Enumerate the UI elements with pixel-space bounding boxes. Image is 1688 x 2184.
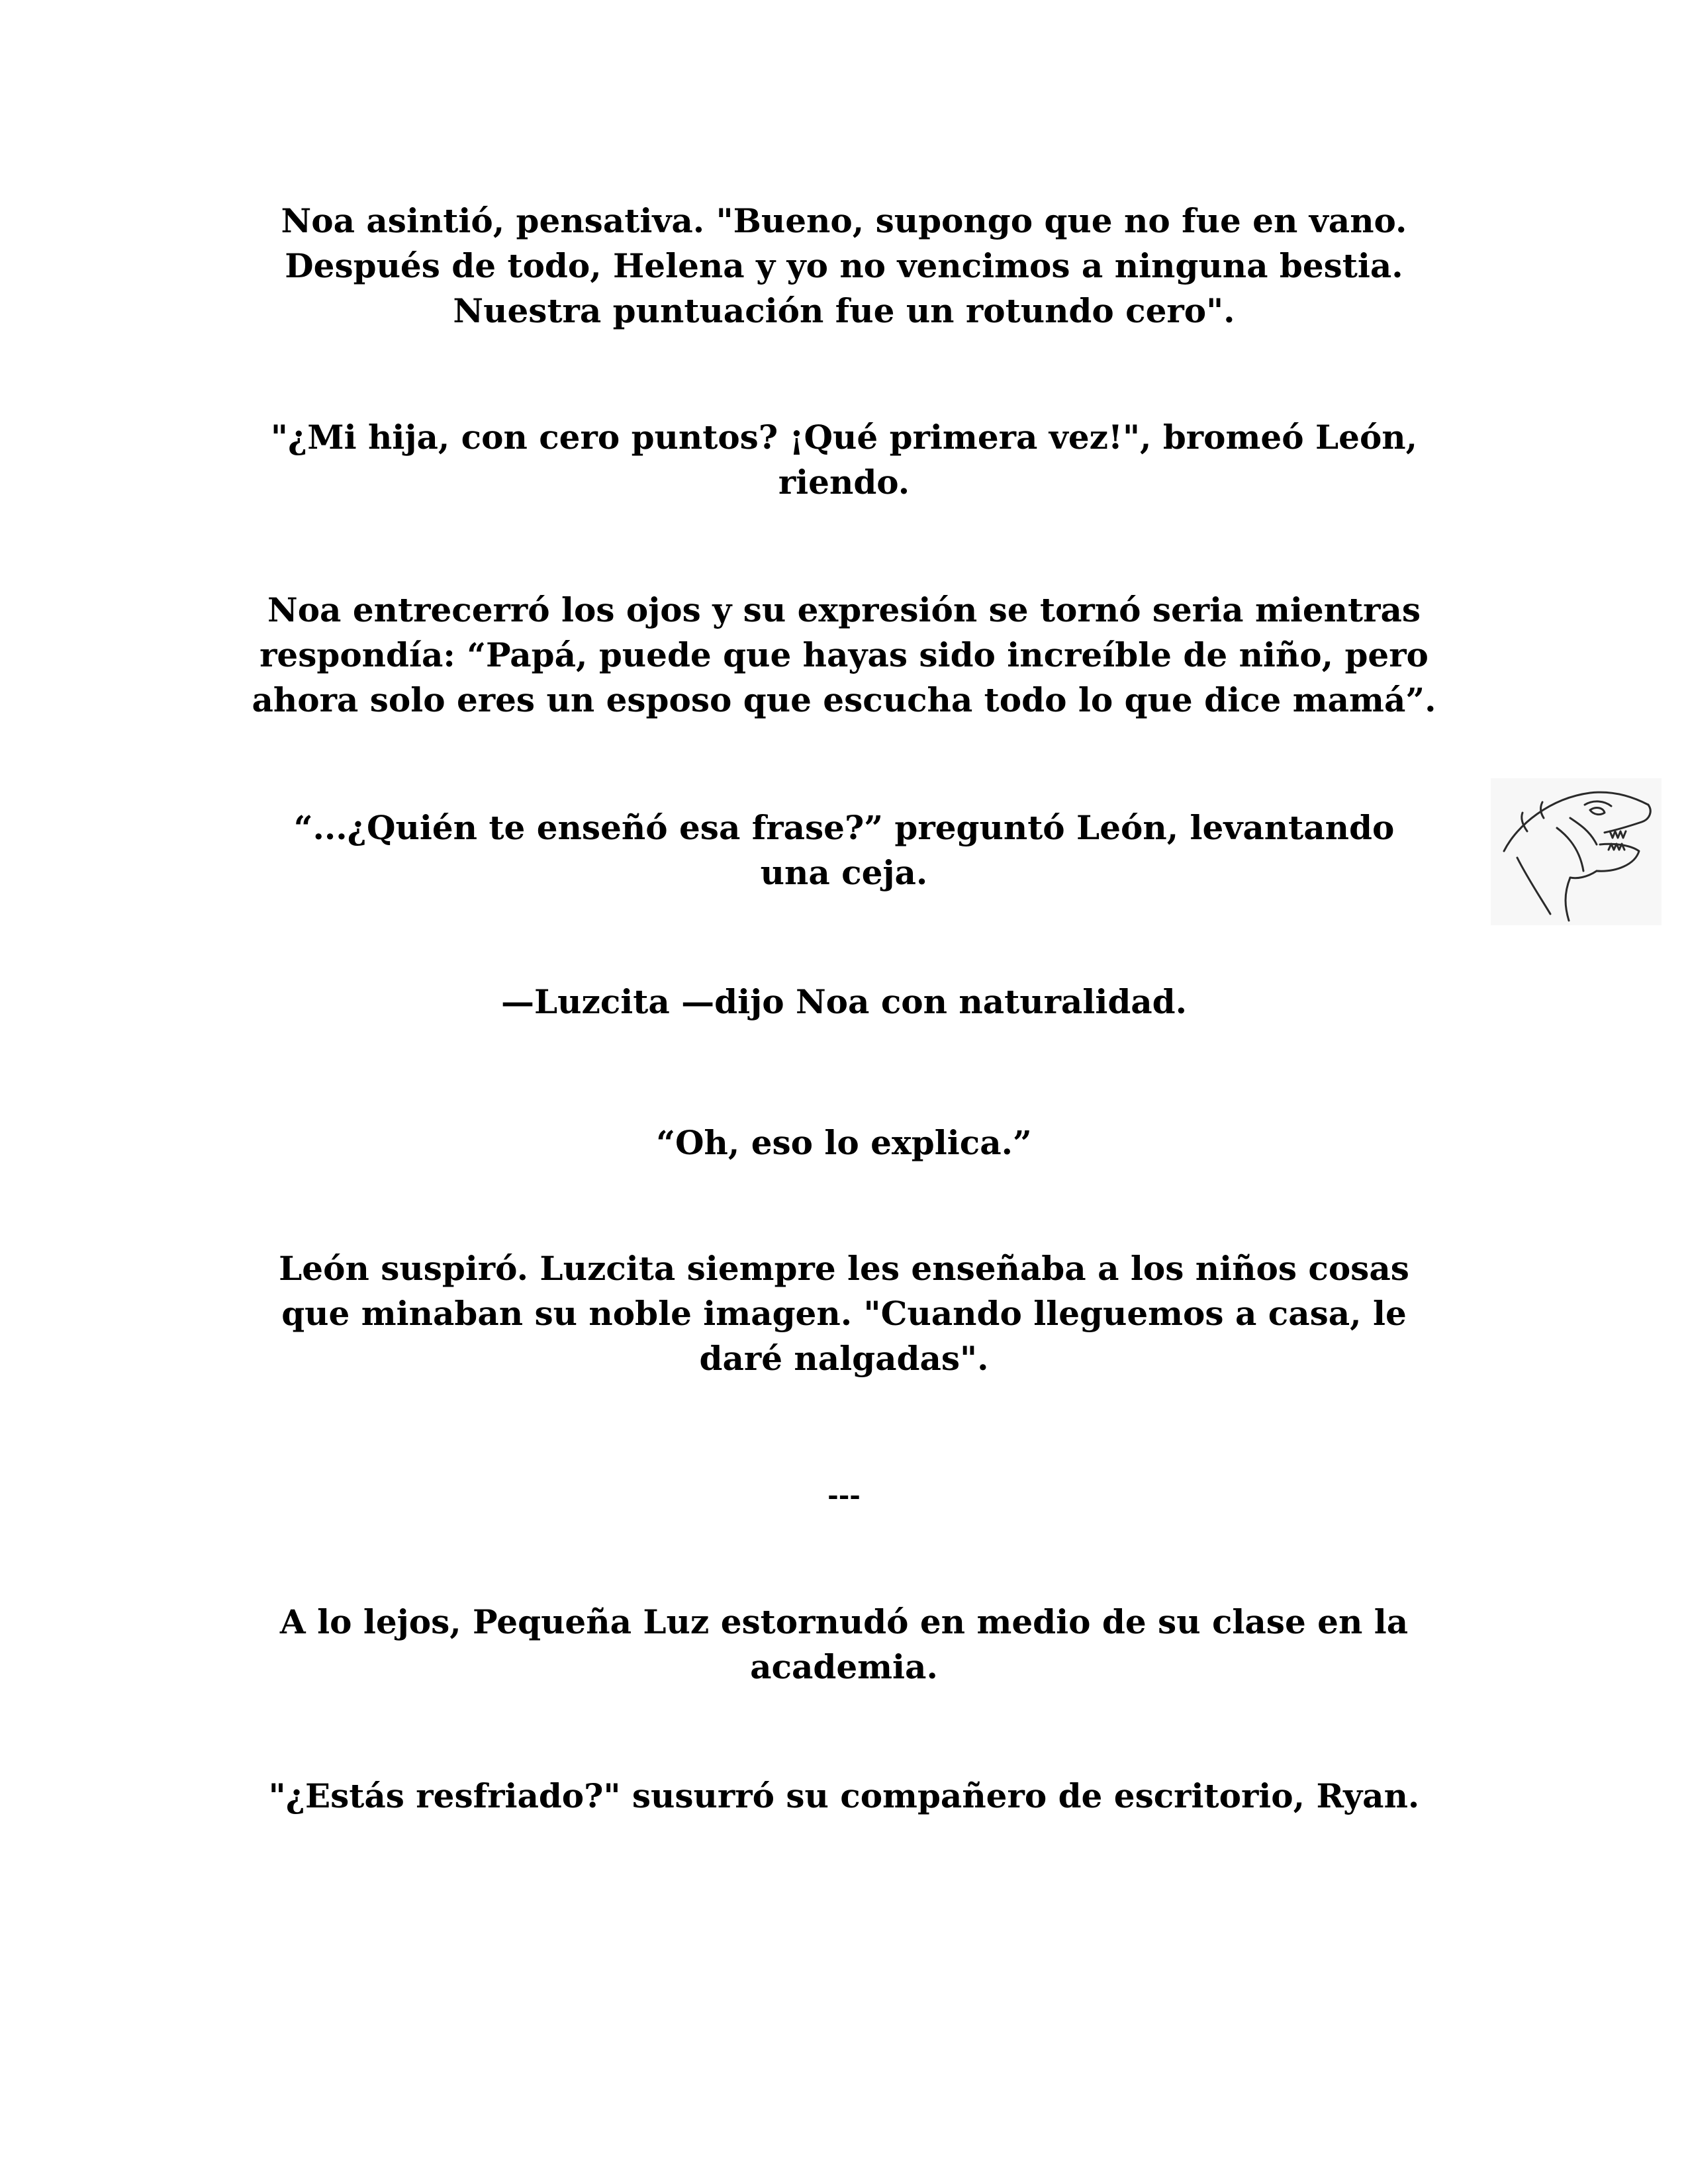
paragraph-leon-sighs: León suspiró. Luzcita siempre les enseñaba a los niños cosas que minaban su noble imagen. "Cuando lleguemos a casa, le daré nalgadas".	[279, 1249, 1409, 1378]
paragraph-ryan-whispers: "¿Estás resfriado?" susurró su compañero de escritorio, Ryan.	[268, 1776, 1420, 1815]
scene-break: ---	[827, 1480, 861, 1511]
paragraph-little-light: A lo lejos, Pequeña Luz estornudó en medio de su clase en la academia.	[279, 1602, 1409, 1686]
paragraph-oh-explains: “Oh, eso lo explica.”	[656, 1123, 1032, 1162]
dinosaur-head-sketch-icon	[1491, 778, 1662, 925]
paragraph-noa-reply: Noa entrecerró los ojos y su expresión se tornó seria mientras respondía: “Papá, puede que hayas sido increíble de niño, pero ahora solo eres un esposo que escucha todo lo que dice mamá”.	[252, 590, 1436, 719]
paragraph-leon-question: “...¿Quién te enseñó esa frase?” preguntó León, levantando una ceja.	[293, 808, 1395, 892]
paragraph-noa-score: Noa asintió, pensativa. "Bueno, supongo que no fue en vano. Después de todo, Helena y yo no vencimos a ninguna bestia. Nuestra puntuación fue un rotundo cero".	[281, 201, 1407, 330]
paragraph-luzcita: —Luzcita —dijo Noa con naturalidad.	[500, 982, 1188, 1021]
paragraph-leon-jokes: "¿Mi hija, con cero puntos? ¡Qué primera vez!", bromeó León, riendo.	[270, 418, 1418, 502]
